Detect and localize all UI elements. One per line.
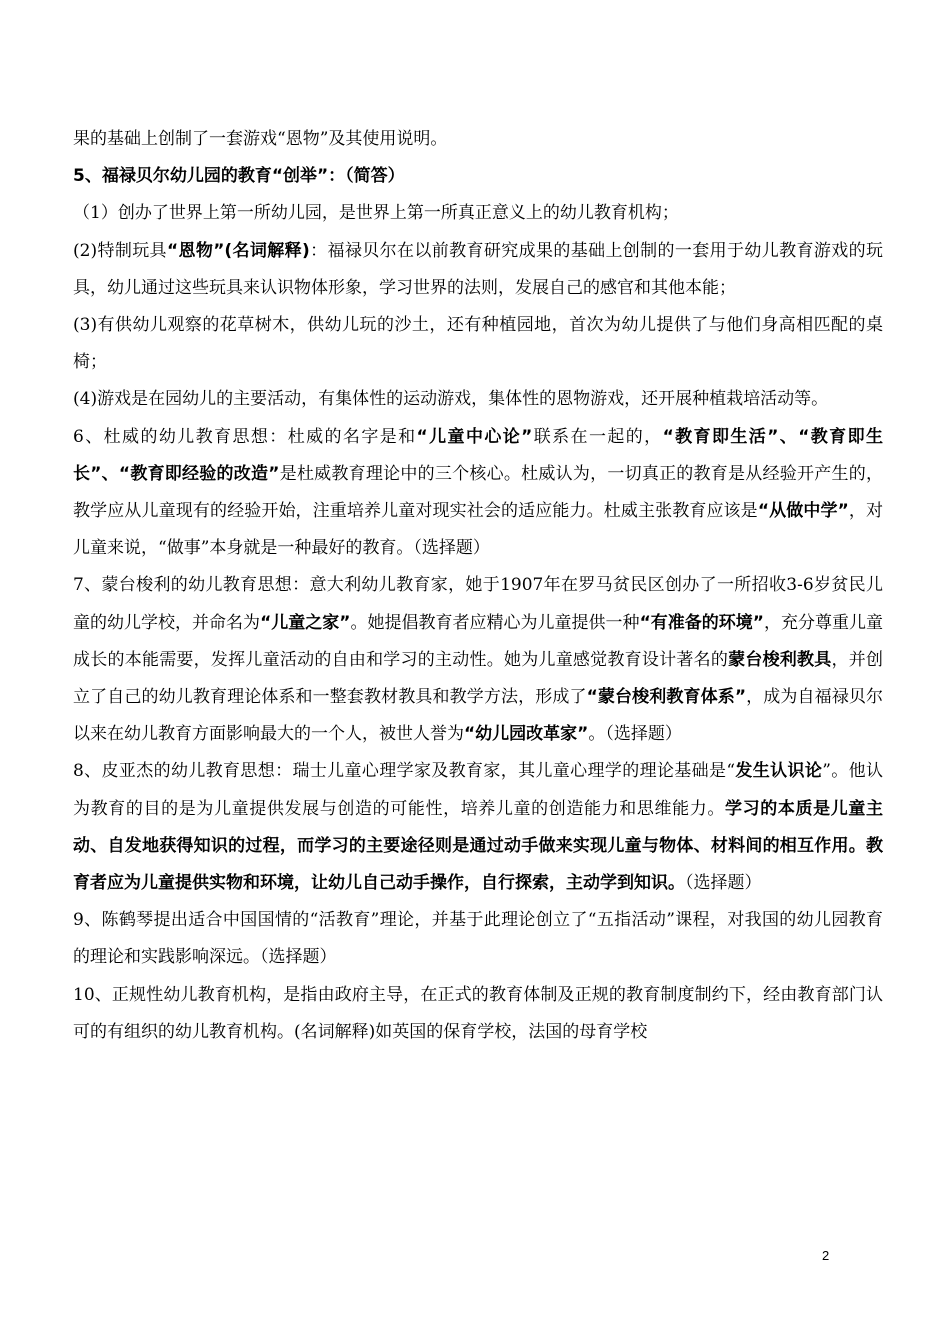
emphasized-text: 蒙台梭利教具 (728, 649, 832, 670)
emphasized-text: “从做中学” (757, 501, 849, 522)
emphasized-text: “教育即生活”、“教育即生长”、“教育即经验的改造” (73, 426, 883, 484)
paragraph-text: 。（选择题） (588, 724, 682, 745)
paragraph-text: (4)游戏是在园幼儿的主要活动，有集体性的运动游戏，集体性的恩物游戏，还开展种植栽培活动等。 (73, 389, 829, 410)
paragraph-text: ，对儿童来说，“做事”本身就是一种最好的教育。（选择题） (73, 501, 884, 559)
paragraph-text: 8、皮亚杰的幼儿教育思想：瑞士儿童心理学家及教育家，其儿童心理学的理论基础是“ (73, 761, 736, 782)
paragraph-10 (73, 977, 883, 1051)
paragraph-text: (3)有供幼儿观察的花草树木，供幼儿玩的沙土，还有种植园地，首次为幼儿提供了与他们身高相匹配的桌椅； (73, 315, 883, 373)
paragraph-4 (73, 307, 883, 381)
emphasized-text: “儿童中心论” (416, 426, 533, 447)
paragraph-text: 。她提倡教育者应精心为儿童提供一种 (350, 612, 640, 633)
paragraph-5 (73, 381, 883, 418)
paragraph-text: ，成为自福禄贝尔以来在幼儿教育方面影响最大的一个人，被世人誉为 (73, 687, 884, 745)
paragraph-text: ：福禄贝尔在以前教育研究成果的基础上创制的一套用于幼儿教育游戏的玩具，幼儿通过这些玩具来认识物体形象，学习世界的法则，发展自己的感官和其他本能； (73, 240, 883, 298)
paragraph-7 (73, 567, 883, 753)
document-body (73, 121, 883, 1051)
paragraph-2 (73, 195, 883, 232)
paragraph-text: ，并创立了自己的幼儿教育理论体系和一整套教材教具和教学方法，形成了 (73, 649, 884, 708)
paragraph-text: 果的基础上创制了一套游戏“恩物”及其使用说明。 (73, 129, 448, 149)
paragraph-text: (2)特制玩具 (73, 240, 167, 261)
emphasized-text: “儿童之家” (260, 612, 351, 633)
page-number: 2 (822, 1248, 830, 1263)
paragraph-text: 7、蒙台梭利的幼儿教育思想：意大利幼儿教育家，她于1907年在罗马贫民区创办了一所招收3-6岁贫民儿童的幼儿学校，并命名为 (73, 575, 883, 633)
paragraph-6 (73, 419, 883, 568)
paragraph-text: （1）创办了世界上第一所幼儿园，是世界上第一所真正意义上的幼儿教育机构； (73, 203, 679, 224)
paragraph-text: 是杜威教育理论中的三个核心。杜威认为，一切真正的教育是从经验开产生的，教学应从儿童现有的经验开始，注重培养儿童对现实社会的适应能力。杜威主张教育应该是 (73, 463, 883, 522)
paragraph-text: 联系在一起的， (532, 426, 663, 447)
emphasized-text: “蒙台梭利教育体系” (586, 687, 747, 708)
emphasized-text: “幼儿园改革家” (464, 724, 589, 745)
emphasized-text: “有准备的环境” (639, 612, 764, 633)
paragraph-text: ，充分尊重儿童成长的本能需要，发挥儿童活动的自由和学习的主动性。她为儿童感觉教育设计著名的 (73, 612, 883, 670)
paragraph-1 (73, 158, 883, 195)
paragraph-9 (73, 902, 883, 976)
paragraph-text: 9、陈鹤琴提出适合中国国情的“活教育”理论，并基于此理论创立了“五指活动”课程，对我国的幼儿园教育的理论和实践影响深远。（选择题） (73, 910, 883, 968)
paragraph-text: （选择题） (685, 873, 762, 894)
paragraph-text: ”。他认为教育的目的是为儿童提供发展与创造的可能性，培养儿童的创造能力和思维能力。 (73, 761, 883, 819)
emphasized-text: 发生认识论 (735, 761, 823, 782)
paragraph-3 (73, 233, 883, 307)
emphasized-text: 5、福禄贝尔幼儿园的教育“创举”：（简答） (73, 166, 405, 187)
paragraph-text: 6、杜威的幼儿教育思想：杜威的名字是和 (73, 426, 417, 447)
emphasized-text: “恩物”(名词解释) (166, 240, 310, 261)
emphasized-text: 学习的本质是儿童主动、自发地获得知识的过程，而学习的主要途径则是通过动手做来实现儿童与物体、材料间的相互作用。教育者应为儿童提供实物和环境，让幼儿自己动手操作，自行探索，主动学到知识。 (73, 798, 884, 894)
paragraph-text: 10、正规性幼儿教育机构，是指由政府主导，在正式的教育体制及正规的教育制度制约下，经由教育部门认可的有组织的幼儿教育机构。(名词解释)如英国的保育学校，法国的母育学校 (73, 984, 883, 1042)
paragraph-0 (73, 121, 883, 158)
paragraph-8 (73, 753, 883, 902)
